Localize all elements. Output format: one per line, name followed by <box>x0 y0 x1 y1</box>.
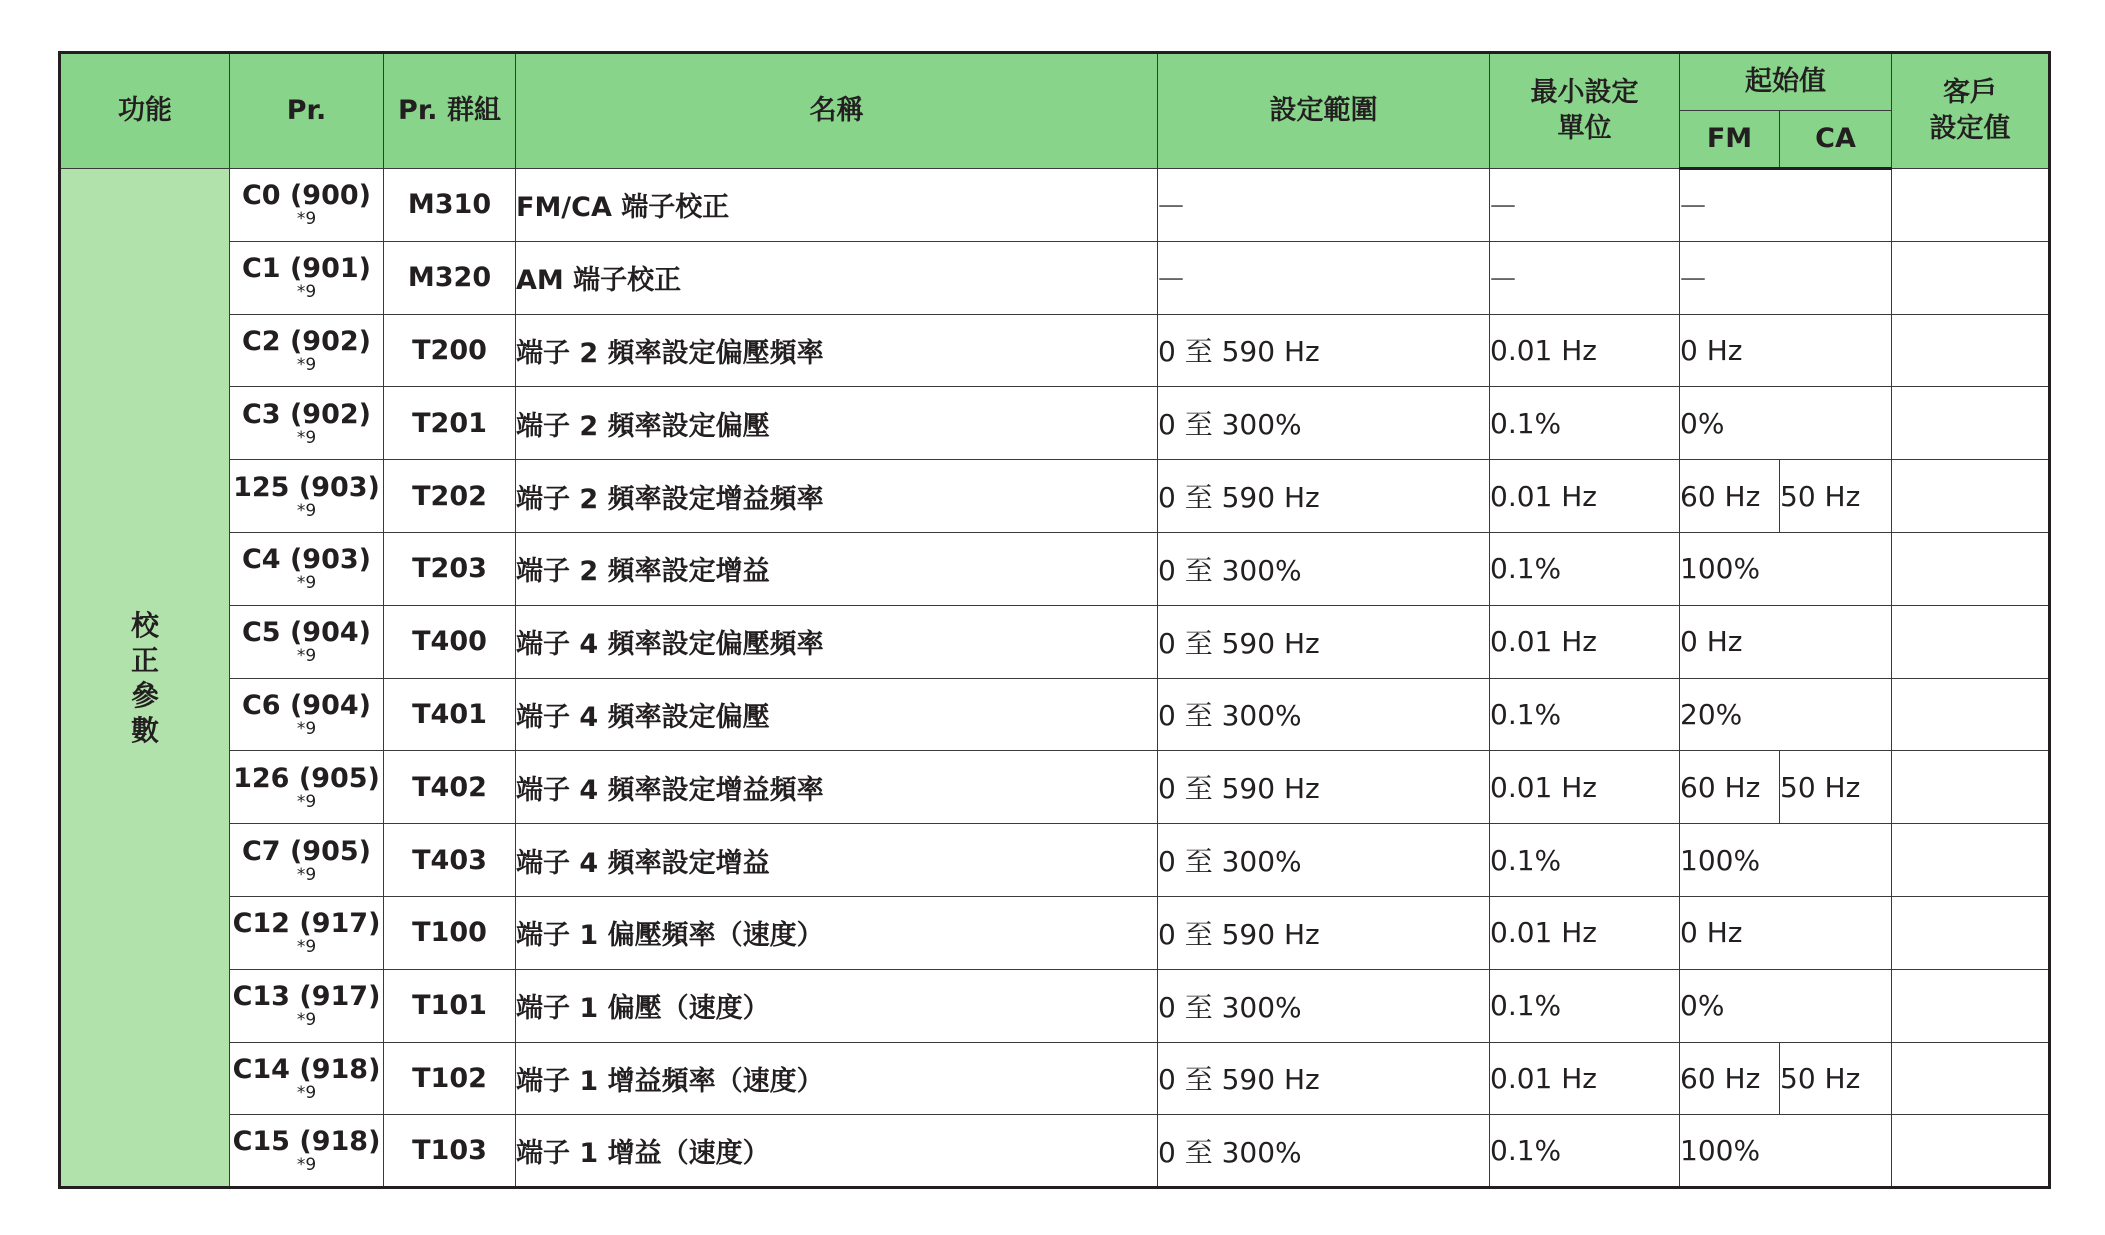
initial-value-cell: 0% <box>1680 387 1892 460</box>
pr-cell <box>230 241 384 314</box>
pr-group-cell: T400 <box>384 605 516 678</box>
pr-group-cell: T102 <box>384 1042 516 1115</box>
min-unit-cell: — <box>1490 241 1680 314</box>
range-cell: 0 至 590 Hz <box>1158 605 1490 678</box>
range-cell: 0 至 300% <box>1158 387 1490 460</box>
initial-value-cell: 20% <box>1680 678 1892 751</box>
table-row <box>60 969 2050 1042</box>
pr-number: C12 (917) <box>232 908 381 940</box>
header-initial: 起始值 <box>1680 53 1892 111</box>
header-ca: CA <box>1780 111 1892 169</box>
name-cell: 端子 2 頻率設定偏壓 <box>516 387 1158 460</box>
header-min-unit-line1: 最小設定 <box>1530 77 1639 108</box>
range-cell: 0 至 590 Hz <box>1158 460 1490 533</box>
pr-footnote: *9 <box>296 1155 317 1176</box>
range-cell: 0 至 590 Hz <box>1158 1042 1490 1115</box>
table-row <box>60 314 2050 387</box>
range-cell: 0 至 300% <box>1158 969 1490 1042</box>
initial-fm-cell: 60 Hz <box>1680 751 1780 824</box>
customer-setting-cell[interactable] <box>1892 605 2050 678</box>
range-cell: — <box>1158 241 1490 314</box>
pr-number: 126 (905) <box>233 762 380 794</box>
pr-footnote: *9 <box>296 937 317 958</box>
pr-footnote: *9 <box>296 282 317 303</box>
pr-number: C0 (900) <box>241 180 372 212</box>
table-row <box>60 1042 2050 1115</box>
pr-cell <box>230 896 384 969</box>
header-customer <box>1892 53 2050 169</box>
range-cell: — <box>1158 169 1490 242</box>
pr-number: 125 (903) <box>233 471 380 503</box>
customer-setting-cell[interactable] <box>1892 969 2050 1042</box>
pr-footnote: *9 <box>296 354 317 375</box>
header-customer-line2: 設定值 <box>1929 113 2011 144</box>
table-row <box>60 532 2050 605</box>
pr-number: C1 (901) <box>241 253 372 285</box>
min-unit-cell: 0.1% <box>1490 678 1680 751</box>
pr-cell <box>230 387 384 460</box>
table-row <box>60 169 2050 242</box>
customer-setting-cell[interactable] <box>1892 678 2050 751</box>
initial-ca-cell: 50 Hz <box>1780 751 1892 824</box>
pr-cell <box>230 1042 384 1115</box>
customer-setting-cell[interactable] <box>1892 532 2050 605</box>
range-cell: 0 至 300% <box>1158 532 1490 605</box>
min-unit-cell: 0.1% <box>1490 532 1680 605</box>
pr-number: C14 (918) <box>232 1053 381 1085</box>
pr-footnote: *9 <box>296 646 317 667</box>
table-row <box>60 824 2050 897</box>
function-cell <box>60 169 230 1188</box>
customer-setting-cell[interactable] <box>1892 460 2050 533</box>
pr-number: C6 (904) <box>241 689 372 721</box>
initial-value-cell: 100% <box>1680 1115 1892 1188</box>
range-cell: 0 至 300% <box>1158 824 1490 897</box>
pr-footnote: *9 <box>296 427 317 448</box>
table-row <box>60 460 2050 533</box>
pr-group-cell: T200 <box>384 314 516 387</box>
name-cell: 端子 4 頻率設定增益頻率 <box>516 751 1158 824</box>
table-row <box>60 241 2050 314</box>
pr-group-cell: T101 <box>384 969 516 1042</box>
pr-footnote: *9 <box>296 1082 317 1103</box>
name-cell: 端子 2 頻率設定增益頻率 <box>516 460 1158 533</box>
pr-footnote: *9 <box>296 500 317 521</box>
customer-setting-cell[interactable] <box>1892 896 2050 969</box>
min-unit-cell: 0.01 Hz <box>1490 314 1680 387</box>
pr-group-cell: M310 <box>384 169 516 242</box>
customer-setting-cell[interactable] <box>1892 387 2050 460</box>
customer-setting-cell[interactable] <box>1892 824 2050 897</box>
pr-footnote: *9 <box>296 1010 317 1031</box>
min-unit-cell: — <box>1490 169 1680 242</box>
header-min-unit-line2: 單位 <box>1557 113 1612 144</box>
initial-value-cell: 0 Hz <box>1680 605 1892 678</box>
table-row <box>60 896 2050 969</box>
customer-setting-cell[interactable] <box>1892 314 2050 387</box>
table-row <box>60 605 2050 678</box>
customer-setting-cell[interactable] <box>1892 1042 2050 1115</box>
min-unit-cell: 0.01 Hz <box>1490 605 1680 678</box>
initial-fm-cell: 60 Hz <box>1680 1042 1780 1115</box>
pr-cell <box>230 1115 384 1188</box>
name-cell: 端子 1 增益（速度） <box>516 1115 1158 1188</box>
name-cell: 端子 2 頻率設定增益 <box>516 532 1158 605</box>
name-cell: 端子 1 偏壓頻率（速度） <box>516 896 1158 969</box>
calibration-parameter-table <box>58 51 2051 1189</box>
pr-number: C3 (902) <box>241 398 372 430</box>
pr-number: C5 (904) <box>241 617 372 649</box>
header-function: 功能 <box>60 53 230 169</box>
table-body <box>60 169 2050 1188</box>
initial-value-cell: 100% <box>1680 824 1892 897</box>
header-name: 名稱 <box>516 53 1158 169</box>
name-cell: 端子 1 增益頻率（速度） <box>516 1042 1158 1115</box>
pr-group-cell: T402 <box>384 751 516 824</box>
name-cell: 端子 4 頻率設定增益 <box>516 824 1158 897</box>
pr-footnote: *9 <box>296 573 317 594</box>
pr-cell <box>230 678 384 751</box>
customer-setting-cell[interactable] <box>1892 169 2050 242</box>
min-unit-cell: 0.1% <box>1490 824 1680 897</box>
min-unit-cell: 0.1% <box>1490 1115 1680 1188</box>
name-cell: FM/CA 端子校正 <box>516 169 1158 242</box>
pr-group-cell: M320 <box>384 241 516 314</box>
pr-cell <box>230 824 384 897</box>
pr-cell <box>230 751 384 824</box>
initial-ca-cell: 50 Hz <box>1780 460 1892 533</box>
initial-value-cell: 100% <box>1680 532 1892 605</box>
pr-number: C7 (905) <box>241 835 372 867</box>
initial-value-cell: 0 Hz <box>1680 314 1892 387</box>
pr-cell <box>230 605 384 678</box>
min-unit-cell: 0.01 Hz <box>1490 896 1680 969</box>
customer-setting-cell[interactable] <box>1892 1115 2050 1188</box>
range-cell: 0 至 590 Hz <box>1158 751 1490 824</box>
pr-cell <box>230 169 384 242</box>
range-cell: 0 至 300% <box>1158 1115 1490 1188</box>
initial-ca-cell: 50 Hz <box>1780 1042 1892 1115</box>
pr-number: C2 (902) <box>241 325 372 357</box>
header-range: 設定範圍 <box>1158 53 1490 169</box>
pr-group-cell: T202 <box>384 460 516 533</box>
name-cell: 端子 2 頻率設定偏壓頻率 <box>516 314 1158 387</box>
pr-cell <box>230 460 384 533</box>
pr-group-cell: T103 <box>384 1115 516 1188</box>
pr-group-cell: T403 <box>384 824 516 897</box>
pr-group-cell: T100 <box>384 896 516 969</box>
table-row <box>60 387 2050 460</box>
header-pr: Pr. <box>230 53 384 169</box>
pr-footnote: *9 <box>296 718 317 739</box>
min-unit-cell: 0.1% <box>1490 387 1680 460</box>
pr-cell <box>230 532 384 605</box>
name-cell: AM 端子校正 <box>516 241 1158 314</box>
table-header <box>60 53 2050 169</box>
pr-footnote: *9 <box>296 791 317 812</box>
initial-value-cell: 0% <box>1680 969 1892 1042</box>
name-cell: 端子 1 偏壓（速度） <box>516 969 1158 1042</box>
name-cell: 端子 4 頻率設定偏壓 <box>516 678 1158 751</box>
range-cell: 0 至 300% <box>1158 678 1490 751</box>
pr-footnote: *9 <box>296 209 317 230</box>
min-unit-cell: 0.01 Hz <box>1490 751 1680 824</box>
initial-value-cell: — <box>1680 241 1892 314</box>
pr-footnote: *9 <box>296 864 317 885</box>
table-row <box>60 751 2050 824</box>
initial-value-cell: 0 Hz <box>1680 896 1892 969</box>
header-fm: FM <box>1680 111 1780 169</box>
min-unit-cell: 0.01 Hz <box>1490 460 1680 533</box>
customer-setting-cell[interactable] <box>1892 241 2050 314</box>
name-cell: 端子 4 頻率設定偏壓頻率 <box>516 605 1158 678</box>
table-row <box>60 1115 2050 1188</box>
min-unit-cell: 0.01 Hz <box>1490 1042 1680 1115</box>
function-label: 校正參數 <box>130 608 159 747</box>
customer-setting-cell[interactable] <box>1892 751 2050 824</box>
pr-number: C4 (903) <box>241 544 372 576</box>
header-min-unit <box>1490 53 1680 169</box>
pr-cell <box>230 969 384 1042</box>
pr-number: C13 (917) <box>232 981 381 1013</box>
pr-number: C15 (918) <box>232 1126 381 1158</box>
initial-fm-cell: 60 Hz <box>1680 460 1780 533</box>
range-cell: 0 至 590 Hz <box>1158 314 1490 387</box>
header-group: Pr. 群組 <box>384 53 516 169</box>
header-customer-line1: 客戶 <box>1943 77 1997 108</box>
pr-group-cell: T201 <box>384 387 516 460</box>
min-unit-cell: 0.1% <box>1490 969 1680 1042</box>
range-cell: 0 至 590 Hz <box>1158 896 1490 969</box>
pr-group-cell: T401 <box>384 678 516 751</box>
pr-group-cell: T203 <box>384 532 516 605</box>
pr-cell <box>230 314 384 387</box>
table-row <box>60 678 2050 751</box>
initial-value-cell: — <box>1680 169 1892 242</box>
